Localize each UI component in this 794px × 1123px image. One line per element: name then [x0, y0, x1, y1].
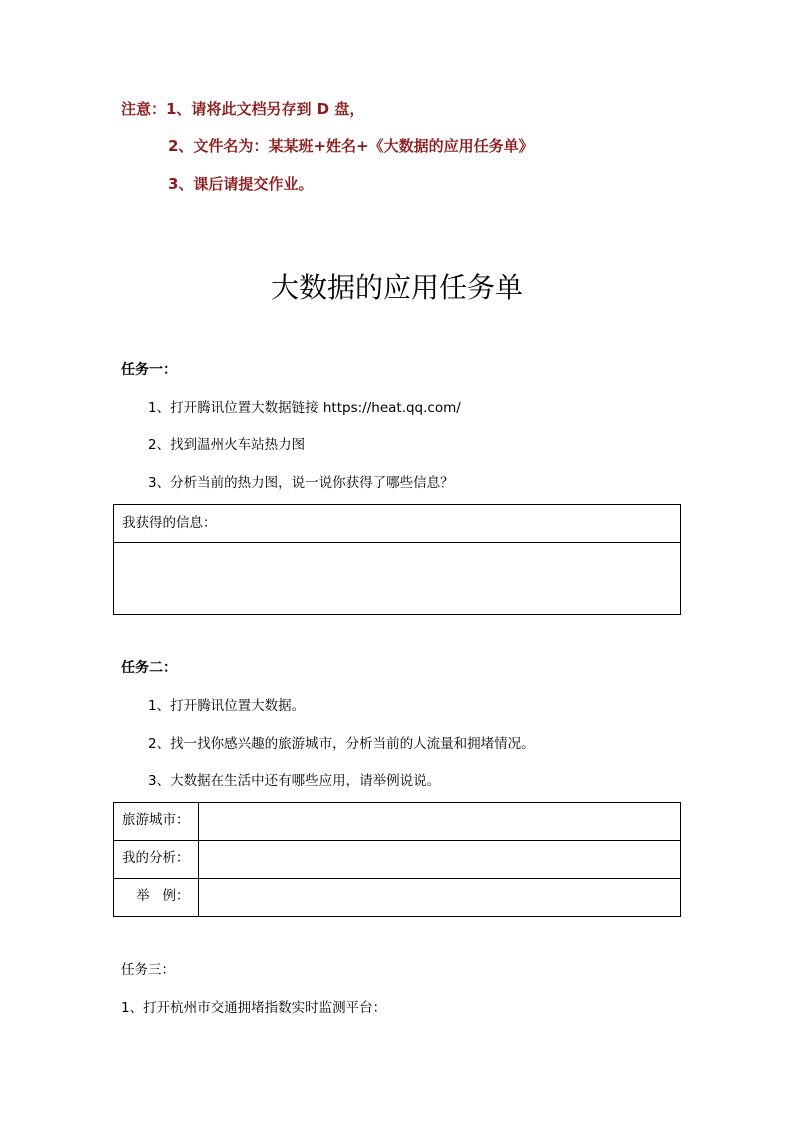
task2-city-cell[interactable] [198, 803, 681, 841]
document-title: 大数据的应用任务单 [270, 271, 523, 304]
task2-analysis-cell[interactable] [198, 841, 681, 879]
task1-step-1: 1、打开腾讯位置大数据链接 https://heat.qq.com/ [148, 400, 461, 416]
task3-heading: 任务三： [121, 962, 175, 978]
task2-step-3: 3、大数据在生活中还有哪些应用，请举例说说。 [148, 773, 441, 789]
task2-example-cell[interactable] [198, 879, 681, 917]
task2-step-2: 2、找一找你感兴趣的旅游城市，分析当前的人流量和拥堵情况。 [148, 736, 535, 752]
task1-heading: 任务一： [121, 362, 177, 378]
task2-step-1: 1、打开腾讯位置大数据。 [148, 698, 306, 714]
task2-row-label: 我的分析： [114, 841, 199, 879]
task1-info-table [113, 504, 681, 615]
task1-info-answer-cell[interactable] [114, 543, 681, 615]
task3-step-1: 1、打开杭州市交通拥堵指数实时监测平台： [121, 1000, 387, 1016]
notice-line-2: 2、文件名为：某某班+姓名+《大数据的应用任务单》 [168, 137, 534, 155]
task2-row-label: 旅游城市： [114, 803, 199, 841]
notice-line-3: 3、课后请提交作业。 [168, 175, 314, 193]
notice-line-1: 注意：1、请将此文档另存到 D 盘， [121, 100, 365, 118]
task1-step-2: 2、找到温州火车站热力图 [148, 437, 306, 453]
task2-table [113, 802, 681, 917]
task1-info-label: 我获得的信息： [114, 505, 681, 543]
task2-row-label: 举 例： [114, 879, 199, 917]
task2-heading: 任务二： [121, 660, 177, 676]
task1-step-3: 3、分析当前的热力图，说一说你获得了哪些信息？ [148, 475, 454, 491]
